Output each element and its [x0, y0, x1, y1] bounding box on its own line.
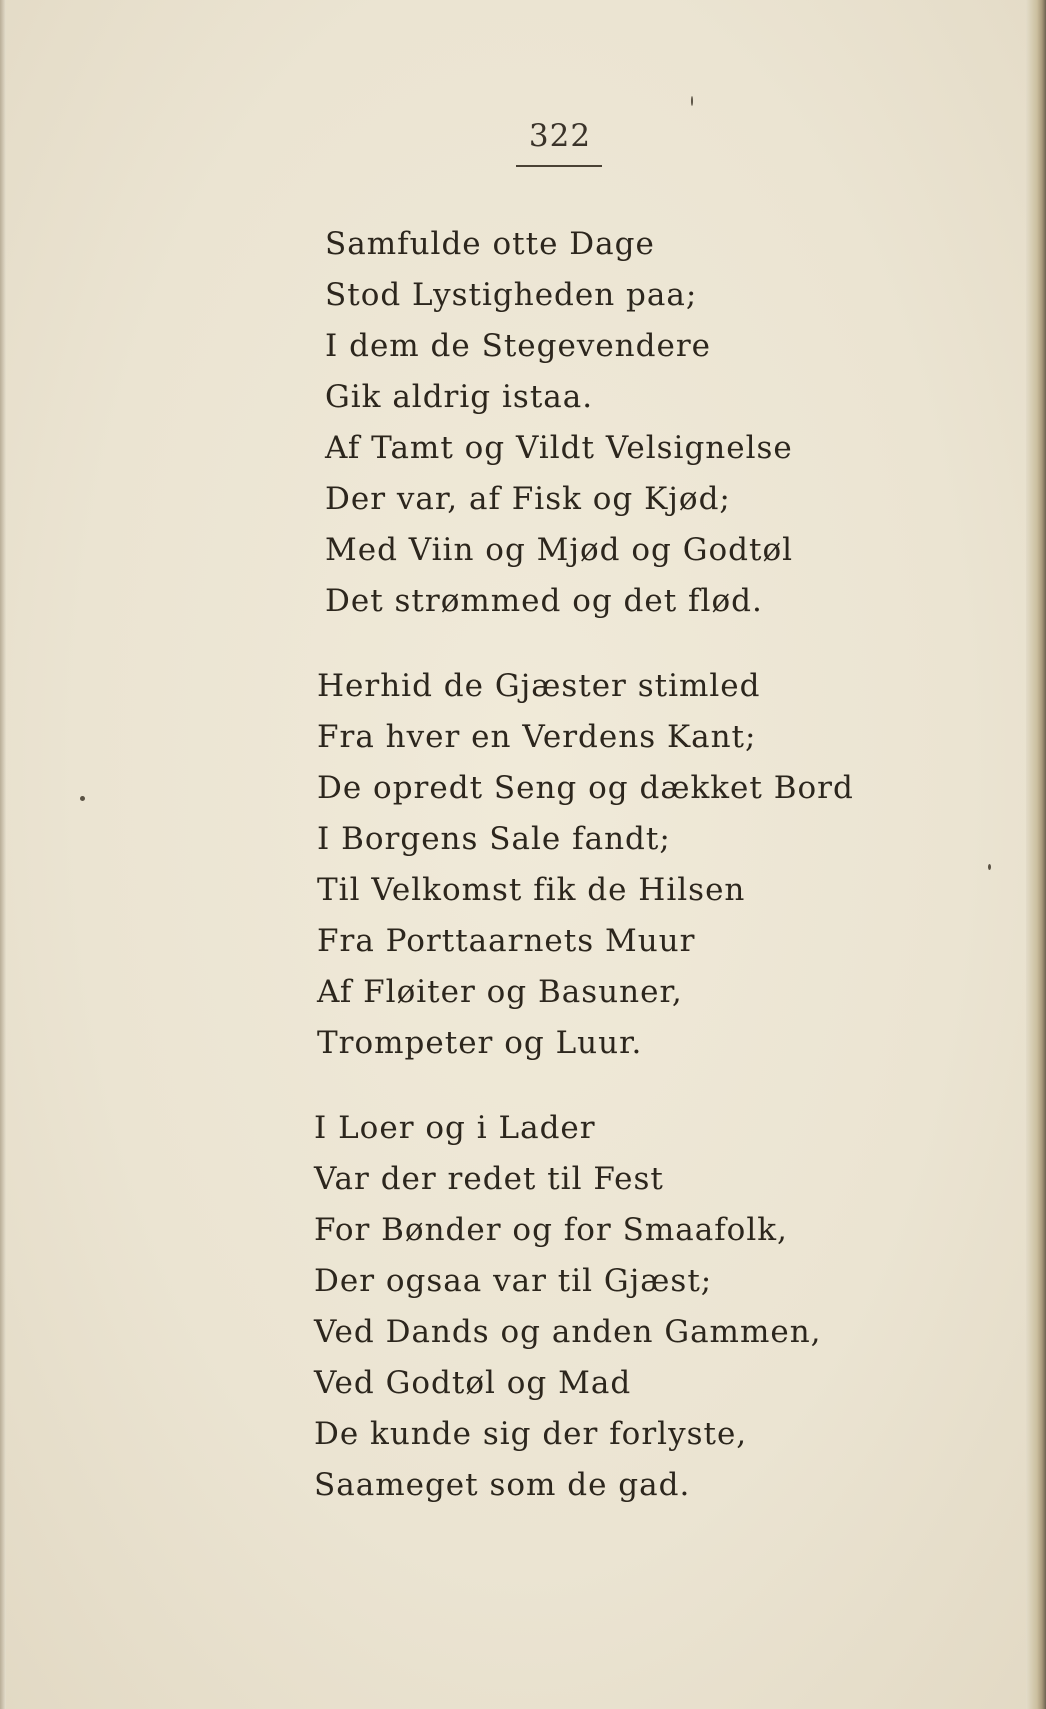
poem-line: Der var, af Fisk og Kjød;	[325, 481, 731, 517]
poem-line: Var der redet til Fest	[314, 1161, 664, 1197]
poem-line: De kunde sig der forlyste,	[314, 1416, 748, 1452]
poem-line: Det strømmed og det flød.	[325, 583, 763, 619]
poem-line: Af Fløiter og Basuner,	[317, 974, 683, 1010]
poem-line: Fra hver en Verdens Kant;	[317, 719, 757, 755]
poem-line: Stod Lystigheden paa;	[325, 277, 698, 313]
poem-line: Herhid de Gjæster stimled	[317, 668, 761, 704]
poem-line: Gik aldrig istaa.	[325, 379, 594, 415]
ink-speck	[80, 796, 85, 801]
ink-speck	[691, 96, 693, 106]
poem-line: For Bønder og for Smaafolk,	[314, 1212, 788, 1248]
poem-line: Ved Dands og anden Gammen,	[314, 1314, 822, 1350]
page-right-edge	[1026, 0, 1046, 1709]
poem-line: Samfulde otte Dage	[325, 226, 655, 262]
poem-line: I Loer og i Lader	[314, 1110, 596, 1146]
page-left-edge	[0, 0, 6, 1709]
poem-line: Med Viin og Mjød og Godtøl	[325, 532, 794, 568]
poem-line: I dem de Stegevendere	[325, 328, 711, 364]
poem-line: Saameget som de gad.	[314, 1467, 691, 1503]
ink-speck	[988, 864, 991, 870]
page-number-underline	[516, 165, 602, 167]
poem-line: Af Tamt og Vildt Velsignelse	[325, 430, 793, 466]
poem-line: I Borgens Sale fandt;	[317, 821, 671, 857]
poem-line: Fra Porttaarnets Muur	[317, 923, 696, 959]
poem-line: Trompeter og Luur.	[317, 1025, 643, 1061]
poem-line: Ved Godtøl og Mad	[314, 1365, 632, 1401]
poem-line: De opredt Seng og dækket Bord	[317, 770, 854, 806]
poem-line: Der ogsaa var til Gjæst;	[314, 1263, 713, 1299]
page-number: 322	[528, 118, 592, 154]
poem-line: Til Velkomst fik de Hilsen	[317, 872, 746, 908]
